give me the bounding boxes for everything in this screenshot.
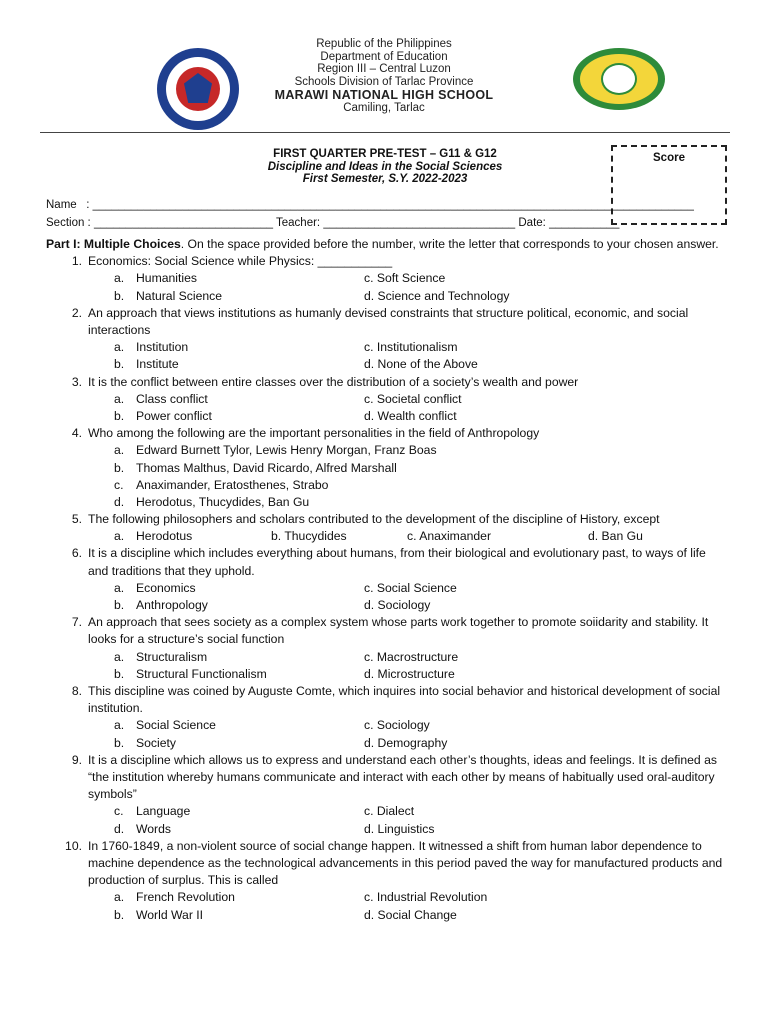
question-text: It is the conflict between entire classes over the distribution of a society’s wealth and power	[88, 374, 579, 389]
choice-row	[46, 356, 726, 373]
question-text: This discipline was coined by Auguste Comte, which inquires into social behavior and historical development of social institution.	[88, 684, 721, 716]
choice-option: Structural Functionalism	[136, 666, 267, 681]
choice-option: c. Societal conflict	[364, 391, 462, 406]
choice-option: c. Industrial Revolution	[364, 890, 488, 905]
part1-instruction-text: . On the space provided before the number, write the letter that corresponds to your chosen answer.	[180, 237, 719, 251]
choice-row	[46, 288, 726, 305]
choice-letter: b.	[114, 408, 125, 423]
choice-letter: b.	[114, 666, 125, 681]
score-box[interactable]	[611, 145, 727, 225]
choice-row	[46, 735, 726, 752]
choice-option: d. Microstructure	[364, 666, 455, 681]
score-label: Score	[653, 152, 685, 164]
choice-letter: a.	[114, 340, 125, 355]
choice-letter: b.	[114, 357, 125, 372]
choice-row	[46, 649, 726, 666]
choice-option: Herodotus	[136, 529, 193, 544]
test-subject: Discipline and Ideas in the Social Sciences	[267, 160, 503, 173]
question-text: An approach that sees society as a complex system whose parts work together to promote soiidarity and stability. It looks for a structure’s social function	[88, 615, 709, 647]
choice-option: Class conflict	[136, 391, 208, 406]
question-item	[46, 614, 726, 648]
choice-letter: b.	[114, 288, 125, 303]
choice-option: d. Science and Technology	[364, 288, 510, 303]
choice-option: Edward Burnett Tylor, Lewis Henry Morgan, Franz Boas	[136, 443, 437, 458]
choice-option: Humanities	[136, 271, 197, 286]
choice-row	[46, 597, 726, 614]
choice-row	[46, 477, 726, 494]
choice-option: c. Sociology	[364, 718, 430, 733]
choice-letter: a.	[114, 391, 125, 406]
question-item	[46, 752, 726, 804]
part1-instruction	[46, 236, 726, 253]
header-divider	[40, 132, 730, 133]
choice-row	[46, 339, 726, 356]
choice-row	[46, 494, 726, 511]
choice-row	[46, 803, 726, 820]
choice-row	[46, 666, 726, 683]
header-line-4: Schools Division of Tarlac Province	[294, 75, 474, 88]
choice-row	[46, 270, 726, 287]
choice-letter: a.	[114, 529, 125, 544]
question-number: 7.	[71, 615, 82, 630]
question-text: It is a discipline which includes everything about humans, from their biological and evolutionary past, to ways of life and traditions that they uphold.	[88, 546, 706, 578]
choice-row	[46, 580, 726, 597]
choice-option: d. Demography	[364, 735, 448, 750]
choice-option: d. Social Change	[364, 907, 457, 922]
question-list	[46, 253, 726, 924]
choice-letter: d.	[114, 821, 125, 836]
choice-option: c. Anaximander	[407, 529, 492, 544]
choice-letter: d.	[114, 494, 125, 509]
question-item	[46, 374, 726, 391]
question-number: 8.	[71, 684, 82, 699]
choice-letter: a.	[114, 890, 125, 905]
choice-option: c. Institutionalism	[364, 340, 458, 355]
choice-letter: c.	[114, 804, 124, 819]
choice-letter: a.	[114, 718, 125, 733]
question-text: The following philosophers and scholars contributed to the development of the discipline of History, except	[88, 512, 660, 527]
question-item	[46, 545, 726, 579]
choice-option: Thomas Malthus, David Ricardo, Alfred Marshall	[136, 460, 397, 475]
school-name: MARAWI NATIONAL HIGH SCHOOL	[274, 88, 494, 102]
choice-option: d. None of the Above	[364, 357, 478, 372]
choice-option: c. Dialect	[364, 804, 415, 819]
choice-option: World War II	[136, 907, 204, 922]
question-text: Economics: Social Science while Physics: ___________	[88, 254, 393, 269]
choice-option: Anthropology	[136, 598, 208, 613]
question-text: It is a discipline which allows us to express and understand each other’s thoughts, ideas and feelings. It is defined as “the institution whereby humans communicate and interact with each other by means of habitually used oral-auditory symbols”	[88, 752, 717, 802]
choice-letter: b.	[114, 735, 125, 750]
choice-option: Social Science	[136, 718, 216, 733]
question-item	[46, 683, 726, 717]
question-text: Who among the following are the important personalities in the field of Anthropology	[88, 426, 540, 441]
choice-row	[46, 821, 726, 838]
choice-option: c. Social Science	[364, 580, 457, 595]
choice-option: d. Linguistics	[364, 821, 435, 836]
question-item	[46, 425, 726, 442]
choice-letter: a.	[114, 649, 125, 664]
choice-row	[46, 391, 726, 408]
choice-option: Words	[136, 821, 171, 836]
choice-option: Economics	[136, 580, 196, 595]
test-semester: First Semester, S.Y. 2022-2023	[302, 173, 468, 185]
choice-letter: b.	[114, 598, 125, 613]
choice-option: c. Macrostructure	[364, 649, 459, 664]
question-item	[46, 838, 726, 890]
choice-option: b. Thucydides	[271, 529, 347, 544]
question-number: 2.	[71, 305, 82, 320]
test-title: FIRST QUARTER PRE-TEST – G11 & G12	[273, 148, 497, 160]
question-item	[46, 253, 726, 270]
choice-row	[46, 408, 726, 425]
choice-option: d. Sociology	[364, 598, 431, 613]
choice-option: Language	[136, 804, 191, 819]
header-line-2: Department of Education	[320, 50, 448, 63]
choice-option: d. Ban Gu	[588, 529, 643, 544]
question-number: 6.	[71, 546, 82, 561]
choice-letter: b.	[114, 907, 125, 922]
question-item	[46, 305, 726, 339]
choice-row	[46, 442, 726, 459]
question-number: 4.	[71, 426, 82, 441]
choice-letter: a.	[114, 580, 125, 595]
choice-option: Institute	[136, 357, 179, 372]
school-location: Camiling, Tarlac	[343, 102, 425, 114]
choice-option: Power conflict	[136, 408, 212, 423]
name-field-line[interactable]: Name : ______________________________________________________________________________________________	[46, 199, 694, 211]
choice-option: Anaximander, Eratosthenes, Strabo	[136, 477, 329, 492]
choice-row	[46, 460, 726, 477]
part1-label: Part I: Multiple Choices	[46, 237, 181, 251]
question-text: An approach that views institutions as humanly devised constraints that structure political, economic, and social interactions	[88, 305, 689, 337]
question-number: 1.	[71, 254, 82, 269]
test-body	[46, 236, 726, 924]
choice-letter: a.	[114, 443, 125, 458]
choice-option: French Revolution	[136, 890, 235, 905]
choice-option: Structuralism	[136, 649, 208, 664]
choice-option: Institution	[136, 340, 189, 355]
choice-row	[46, 889, 726, 906]
header-line-3: Region III – Central Luzon	[317, 63, 451, 75]
question-number: 10.	[65, 838, 82, 853]
choice-letter: a.	[114, 271, 125, 286]
choice-row	[46, 717, 726, 734]
choice-option: Herodotus, Thucydides, Ban Gu	[136, 494, 310, 509]
choice-letter: b.	[114, 460, 125, 475]
choice-option: Natural Science	[136, 288, 223, 303]
choice-row	[46, 907, 726, 924]
question-number: 5.	[71, 512, 82, 527]
header-line-1: Republic of the Philippines	[316, 38, 452, 50]
test-title-block	[230, 148, 540, 186]
choice-option: Society	[136, 735, 176, 750]
letterhead	[0, 38, 768, 115]
choice-letter: c.	[114, 477, 124, 492]
choice-option: d. Wealth conflict	[364, 408, 457, 423]
question-item	[46, 511, 726, 528]
section-teacher-date-line[interactable]: Section : ____________________________ Teacher: ______________________________ Date: ___________	[46, 217, 620, 229]
choice-row	[46, 528, 726, 545]
choice-option: c. Soft Science	[364, 271, 446, 286]
question-number: 3.	[71, 374, 82, 389]
question-text: In 1760-1849, a non-violent source of social change happen. It witnessed a shift from human labor dependence to machine dependence as the technological advancements in this period paved the way for manufactured products and production of surplus. This is called	[88, 838, 723, 888]
question-number: 9.	[71, 752, 82, 767]
